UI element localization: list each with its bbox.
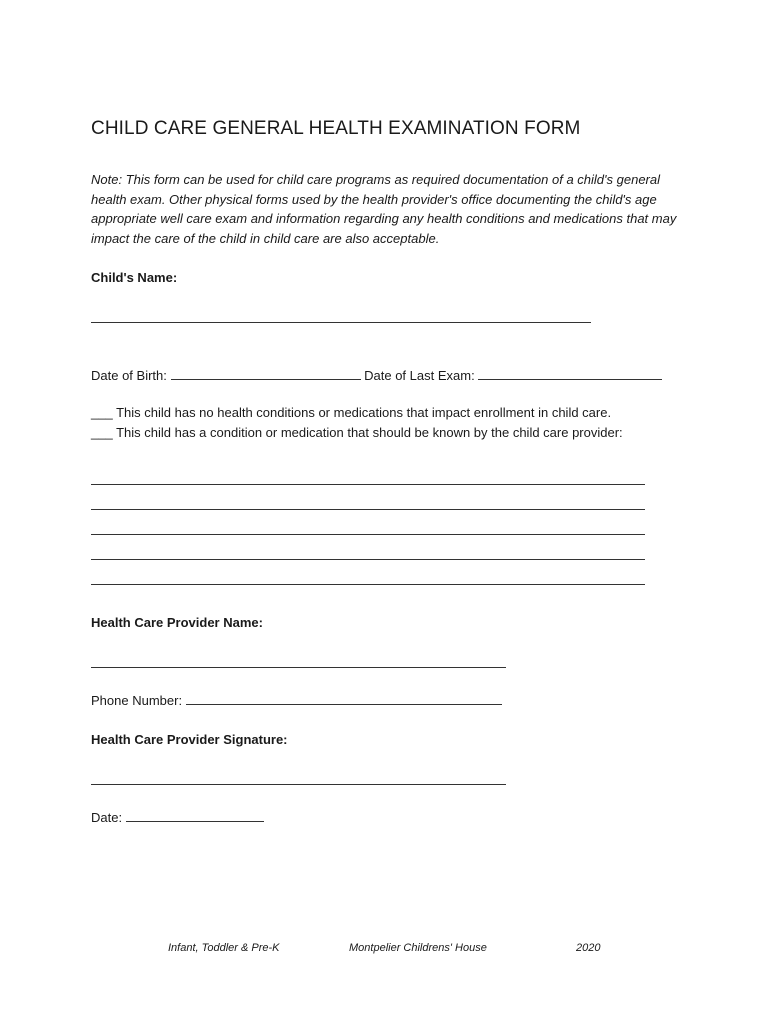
signature-label: Health Care Provider Signature: [91, 732, 288, 747]
child-name-label: Child's Name: [91, 270, 178, 285]
dob-row [91, 367, 662, 383]
condition-line[interactable] [91, 534, 645, 535]
phone-row [91, 692, 502, 708]
condition-line[interactable] [91, 559, 645, 560]
condition-line[interactable] [91, 484, 645, 485]
child-name-field[interactable] [91, 322, 591, 323]
provider-name-label: Health Care Provider Name: [91, 615, 263, 630]
option-no-conditions-label: This child has no health conditions or medications that impact enrollment in child care. [116, 405, 612, 420]
option-condition [91, 425, 623, 440]
footer-program: Infant, Toddler & Pre-K [168, 942, 280, 954]
condition-line[interactable] [91, 509, 645, 510]
signature-field[interactable] [91, 784, 506, 785]
dob-field[interactable] [171, 367, 361, 380]
checkbox-condition[interactable]: ___ [91, 425, 113, 440]
option-no-conditions [91, 405, 611, 420]
date-row [91, 809, 264, 825]
condition-line[interactable] [91, 584, 645, 585]
dob-label: Date of Birth: [91, 368, 167, 383]
last-exam-field[interactable] [478, 367, 662, 380]
footer-year: 2020 [576, 942, 601, 954]
checkbox-no-conditions[interactable]: ___ [91, 405, 113, 420]
option-condition-label: This child has a condition or medication that should be known by the child care provider: [116, 425, 623, 440]
date-field[interactable] [126, 809, 264, 822]
last-exam-label: Date of Last Exam: [364, 368, 475, 383]
phone-label: Phone Number: [91, 693, 183, 708]
footer-organization: Montpelier Childrens' House [349, 942, 487, 954]
form-note: Note: This form can be used for child care programs as required documentation of a child's general health exam. Other physical forms used by the health provider's office documenting the child's age appropriate well care exam and information regarding any health conditions and medications that may impact the care of the child in child care are also acceptable. [91, 172, 677, 246]
provider-name-field[interactable] [91, 667, 506, 668]
date-label: Date: [91, 810, 123, 825]
form-title: CHILD CARE GENERAL HEALTH EXAMINATION FORM [91, 118, 581, 139]
phone-field[interactable] [186, 692, 502, 705]
